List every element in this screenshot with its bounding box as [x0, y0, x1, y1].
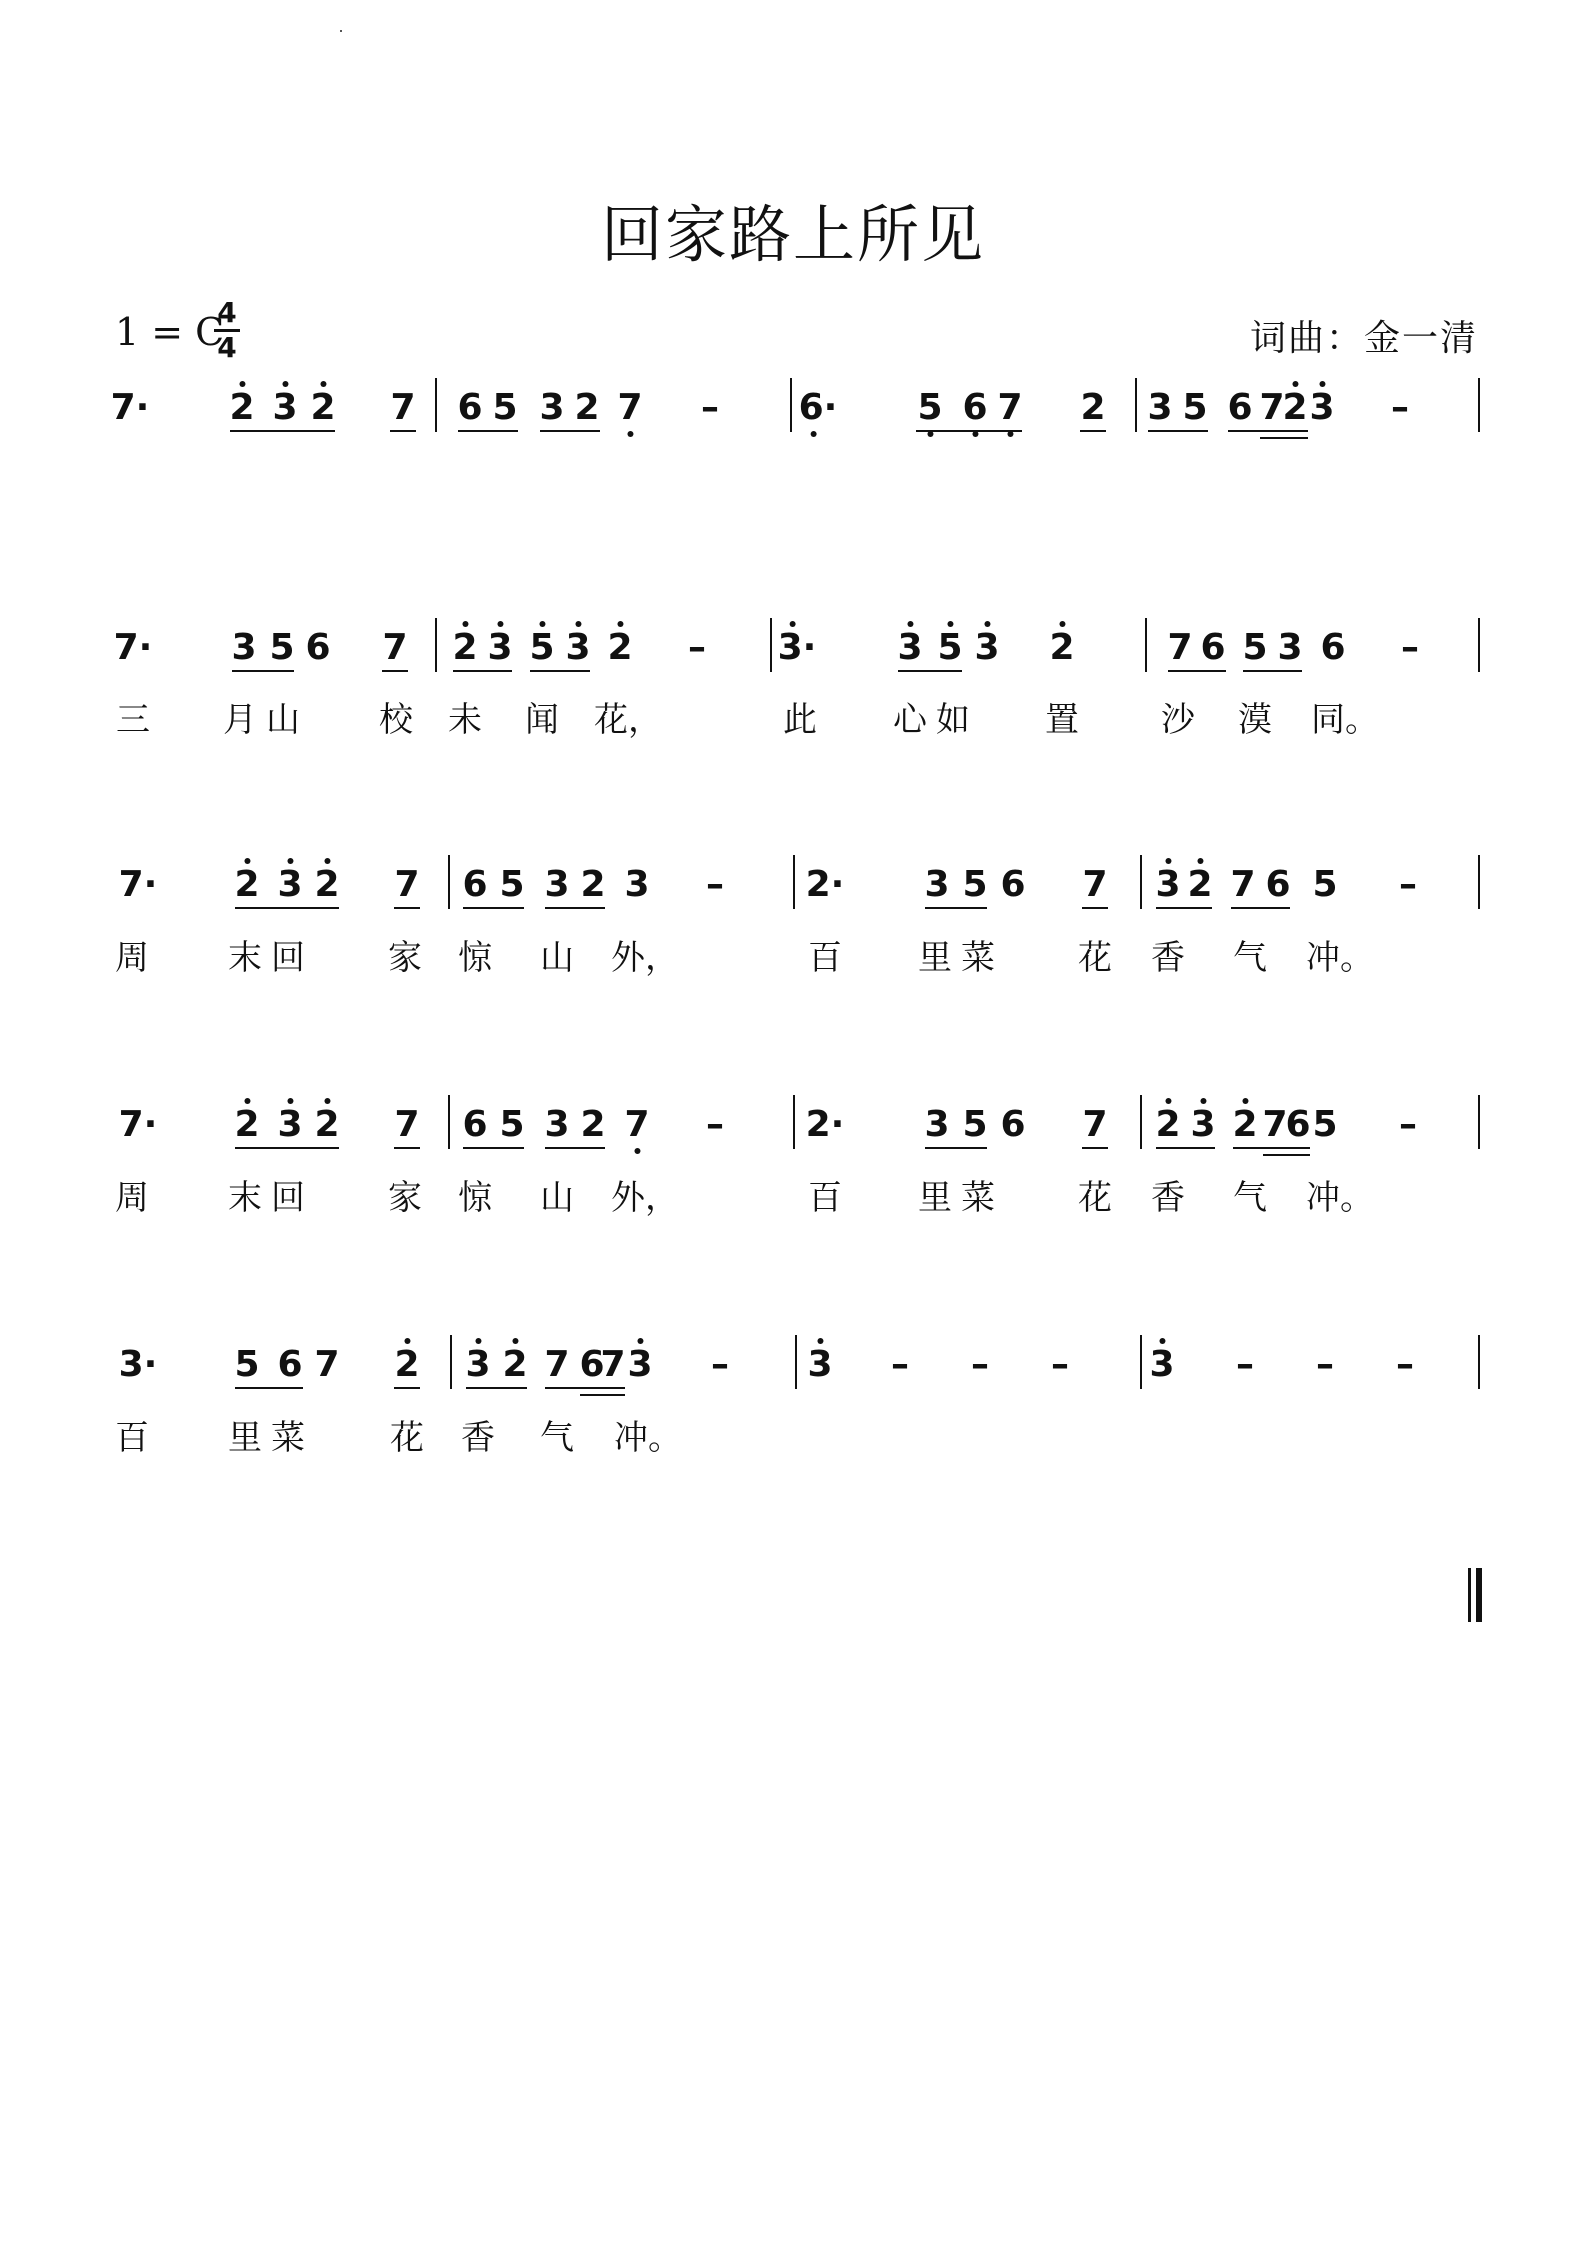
- lyric-char: 惊: [458, 938, 492, 978]
- high-octave-dot: [1292, 381, 1298, 387]
- note-token: 6: [1227, 387, 1253, 428]
- eighth-underline: [382, 670, 408, 672]
- lyric-char: 冲。: [1306, 938, 1374, 978]
- note-token: –: [1051, 1344, 1069, 1385]
- note-token: 5: [499, 1104, 525, 1145]
- song-title: 回家路上所见: [600, 198, 985, 271]
- note-token: –: [1236, 1344, 1254, 1385]
- note-token: 7·: [118, 1104, 158, 1145]
- eighth-underline: [463, 1147, 524, 1149]
- low-octave-dot: [627, 431, 633, 437]
- lyric-char: 闻: [525, 700, 559, 740]
- note-token: 2·: [805, 1104, 845, 1145]
- note-token: 5: [937, 628, 962, 668]
- note-token: 5: [492, 387, 518, 428]
- note-token: –: [1396, 1344, 1414, 1385]
- note-token: –: [706, 1104, 724, 1145]
- eighth-underline: [1148, 430, 1208, 432]
- note-token: 3: [627, 1345, 652, 1385]
- note-token: 2·: [805, 864, 845, 905]
- low-octave-dot: [634, 1148, 640, 1154]
- eighth-underline: [1231, 907, 1290, 909]
- high-octave-dot: [1165, 1098, 1171, 1104]
- barline: [793, 855, 795, 909]
- high-octave-dot: [789, 621, 795, 627]
- note-token: 3: [924, 864, 950, 905]
- note-token: 3: [1155, 865, 1180, 905]
- lyric-char: 山: [540, 938, 574, 978]
- note-token: 6: [579, 1344, 605, 1385]
- lyric-char: 百: [115, 1418, 149, 1458]
- high-octave-dot: [575, 621, 581, 627]
- barline: [435, 378, 437, 432]
- lyric-char: 山: [540, 1178, 574, 1218]
- note-token: 3: [539, 387, 565, 428]
- high-octave-dot: [282, 381, 288, 387]
- eighth-underline: [390, 430, 416, 432]
- final-barline-thin: [1468, 1568, 1471, 1622]
- eighth-underline: [394, 1147, 420, 1149]
- lyric-char: 外，: [611, 1178, 679, 1218]
- eighth-underline: [1080, 430, 1106, 432]
- lyric-char: 月: [223, 700, 257, 740]
- note-token: 5: [1312, 864, 1338, 905]
- barline: [1478, 618, 1480, 672]
- note-token: 3: [272, 388, 297, 428]
- high-octave-dot: [1319, 381, 1325, 387]
- note-token: 2: [229, 388, 254, 428]
- note-token: 2: [452, 628, 477, 668]
- note-token: 3·: [118, 1344, 158, 1385]
- barline: [1478, 378, 1480, 432]
- note-token: 3: [565, 628, 590, 668]
- note-token: 3: [487, 628, 512, 668]
- high-octave-dot: [462, 621, 468, 627]
- high-octave-dot: [817, 1338, 823, 1344]
- lyric-char: 惊: [458, 1178, 492, 1218]
- note-token: 2: [234, 1105, 259, 1145]
- note-token: 2: [1049, 628, 1074, 668]
- note-token: –: [971, 1344, 989, 1385]
- lyric-char: 花: [1078, 938, 1112, 978]
- lyric-char: 里: [228, 1418, 262, 1458]
- barline: [1478, 855, 1480, 909]
- note-token: 3: [277, 865, 302, 905]
- note-token: 5: [1312, 1104, 1338, 1145]
- note-token: –: [1391, 387, 1409, 428]
- note-token: 7: [544, 1344, 570, 1385]
- high-octave-dot: [1165, 858, 1171, 864]
- note-token: 2: [607, 628, 632, 668]
- note-token: 7·: [113, 627, 153, 668]
- note-token: 3: [544, 1104, 570, 1145]
- high-octave-dot: [617, 621, 623, 627]
- lyric-char: 心: [893, 700, 927, 740]
- barline: [1140, 1335, 1142, 1389]
- high-octave-dot: [324, 858, 330, 864]
- high-octave-dot: [947, 621, 953, 627]
- lyric-char: 置: [1045, 700, 1079, 740]
- lyric-char: 气: [540, 1418, 574, 1458]
- high-octave-dot: [539, 621, 545, 627]
- high-octave-dot: [287, 1098, 293, 1104]
- note-token: 3: [1149, 1345, 1174, 1385]
- eighth-underline: [232, 670, 294, 672]
- note-token: 6: [1285, 1104, 1311, 1145]
- eighth-underline: [530, 670, 590, 672]
- barline: [770, 618, 772, 672]
- note-token: 3: [624, 864, 650, 905]
- note-token: 6: [277, 1344, 303, 1385]
- barline: [450, 1335, 452, 1389]
- lyric-char: 气: [1233, 938, 1267, 978]
- high-octave-dot: [1200, 1098, 1206, 1104]
- eighth-underline: [1156, 907, 1212, 909]
- barline: [1478, 1335, 1480, 1389]
- barline: [1140, 855, 1142, 909]
- eighth-underline: [453, 670, 512, 672]
- note-token: 2: [580, 1104, 606, 1145]
- barline: [1140, 1095, 1142, 1149]
- note-token: 5: [269, 627, 295, 668]
- note-token: –: [891, 1344, 909, 1385]
- note-token: 6: [1200, 627, 1226, 668]
- note-token: –: [701, 387, 719, 428]
- note-token: 5: [962, 1104, 988, 1145]
- eighth-underline: [916, 430, 1022, 432]
- sixteenth-underline: [1263, 1154, 1310, 1156]
- note-token: 2: [1282, 388, 1307, 428]
- barline: [448, 1095, 450, 1149]
- note-token: 6: [1265, 864, 1291, 905]
- note-token: 2: [574, 387, 600, 428]
- key-label: 1 = C: [115, 310, 225, 354]
- note-token: 6: [305, 627, 331, 668]
- note-token: 6: [962, 388, 987, 428]
- lyric-char: 菜: [961, 938, 995, 978]
- low-octave-dot: [810, 431, 816, 437]
- note-token: –: [711, 1344, 729, 1385]
- high-octave-dot: [244, 858, 250, 864]
- note-token: –: [1401, 627, 1419, 668]
- credit: 词曲：金一清: [1249, 318, 1478, 359]
- lyric-char: 家: [388, 938, 422, 978]
- eighth-underline: [898, 670, 962, 672]
- lyric-char: 末: [228, 938, 262, 978]
- high-octave-dot: [320, 381, 326, 387]
- barline: [790, 378, 792, 432]
- eighth-underline: [1156, 1147, 1215, 1149]
- note-token: 7: [1082, 864, 1108, 905]
- note-token: 7: [1262, 1104, 1288, 1145]
- eighth-underline: [235, 1387, 303, 1389]
- lyric-char: 外，: [611, 938, 679, 978]
- high-octave-dot: [637, 1338, 643, 1344]
- note-token: 2: [314, 1105, 339, 1145]
- lyric-char: 香: [1151, 1178, 1185, 1218]
- lyric-char: 百: [808, 938, 842, 978]
- eighth-underline: [463, 907, 524, 909]
- high-octave-dot: [475, 1338, 481, 1344]
- high-octave-dot: [984, 621, 990, 627]
- eighth-underline: [235, 907, 339, 909]
- note-token: 2: [1155, 1105, 1180, 1145]
- eighth-underline: [458, 430, 518, 432]
- note-token: 3: [277, 1105, 302, 1145]
- eighth-underline: [230, 430, 335, 432]
- note-token: 3: [544, 864, 570, 905]
- high-octave-dot: [287, 858, 293, 864]
- note-token: 2: [314, 865, 339, 905]
- lyric-char: 漠: [1238, 700, 1272, 740]
- barline: [1135, 378, 1137, 432]
- lyric-char: 香: [461, 1418, 495, 1458]
- high-octave-dot: [404, 1338, 410, 1344]
- lyric-char: 里: [918, 938, 952, 978]
- note-token: 5: [962, 864, 988, 905]
- high-octave-dot: [497, 621, 503, 627]
- note-token: 7: [394, 1104, 420, 1145]
- note-token: 6: [457, 387, 483, 428]
- eighth-underline: [1168, 670, 1226, 672]
- note-token: 7: [624, 1105, 649, 1145]
- note-token: 2: [1232, 1105, 1257, 1145]
- lyric-char: 三: [116, 700, 150, 740]
- eighth-underline: [1228, 430, 1308, 432]
- barline: [448, 855, 450, 909]
- note-token: 5: [1242, 627, 1268, 668]
- note-token: 6: [1320, 627, 1346, 668]
- note-token: 3: [1190, 1105, 1215, 1145]
- note-token: 3: [465, 1345, 490, 1385]
- eighth-underline: [1082, 907, 1108, 909]
- note-token: 7: [1259, 387, 1285, 428]
- note-token: 3: [974, 628, 999, 668]
- note-token: 2: [1187, 865, 1212, 905]
- time-signature-top: 4: [217, 296, 237, 329]
- time-signature-bottom: 4: [217, 331, 237, 364]
- lyric-char: 未: [448, 700, 482, 740]
- lyric-char: 家: [388, 1178, 422, 1218]
- note-token: 7: [1082, 1104, 1108, 1145]
- note-token: 5: [234, 1344, 260, 1385]
- sixteenth-underline: [580, 1394, 625, 1396]
- lyric-char: 百: [808, 1178, 842, 1218]
- note-token: 7: [997, 388, 1022, 428]
- lyric-char: 菜: [961, 1178, 995, 1218]
- lyric-char: 校: [379, 700, 413, 740]
- note-token: 7: [382, 627, 408, 668]
- note-token: 2: [502, 1345, 527, 1385]
- lyric-char: 冲。: [614, 1418, 682, 1458]
- note-token: 3: [1147, 387, 1173, 428]
- lyric-char: 沙: [1161, 700, 1195, 740]
- lyric-char: 花，: [594, 700, 662, 740]
- note-token: 7: [617, 388, 642, 428]
- note-token: 5: [1182, 387, 1208, 428]
- note-token: 7: [394, 864, 420, 905]
- key-signature: [115, 310, 224, 354]
- barline: [793, 1095, 795, 1149]
- lyric-char: 此: [783, 700, 817, 740]
- eighth-underline: [466, 1387, 527, 1389]
- note-token: 6: [1000, 1104, 1026, 1145]
- note-token: 2: [1080, 387, 1106, 428]
- note-token: 2: [580, 864, 606, 905]
- eighth-underline: [394, 1387, 420, 1389]
- note-token: 3: [924, 1104, 950, 1145]
- note-token: –: [1316, 1344, 1334, 1385]
- sixteenth-underline: [1260, 437, 1308, 439]
- lyric-char: 同。: [1311, 700, 1379, 740]
- note-token: 5: [499, 864, 525, 905]
- lyric-char: 周: [115, 938, 149, 978]
- note-token: –: [688, 627, 706, 668]
- note-token: 2: [394, 1345, 419, 1385]
- note-token: 3: [231, 627, 257, 668]
- note-token: 5: [529, 628, 554, 668]
- note-token: 7: [390, 387, 416, 428]
- eighth-underline: [1082, 1147, 1108, 1149]
- high-octave-dot: [512, 1338, 518, 1344]
- high-octave-dot: [244, 1098, 250, 1104]
- note-token: 6: [462, 864, 488, 905]
- lyric-char: 冲。: [1306, 1178, 1374, 1218]
- note-token: –: [1399, 864, 1417, 905]
- high-octave-dot: [1197, 858, 1203, 864]
- high-octave-dot: [239, 381, 245, 387]
- high-octave-dot: [324, 1098, 330, 1104]
- lyric-char: 如: [936, 700, 970, 740]
- note-token: 5: [917, 388, 942, 428]
- eighth-underline: [545, 907, 605, 909]
- lyric-char: 气: [1233, 1178, 1267, 1218]
- high-octave-dot: [1059, 621, 1065, 627]
- lyric-char: 周: [115, 1178, 149, 1218]
- eighth-underline: [925, 1147, 987, 1149]
- note-token: 3·: [778, 628, 817, 668]
- eighth-underline: [545, 1147, 605, 1149]
- barline: [1145, 618, 1147, 672]
- final-barline-thick: [1476, 1568, 1482, 1622]
- note-token: 6: [462, 1104, 488, 1145]
- note-token: 7: [1167, 627, 1193, 668]
- eighth-underline: [235, 1147, 339, 1149]
- high-octave-dot: [907, 621, 913, 627]
- note-token: 2: [310, 388, 335, 428]
- eighth-underline: [925, 907, 987, 909]
- lyric-char: 山: [266, 700, 300, 740]
- eighth-underline: [394, 907, 420, 909]
- high-octave-dot: [1242, 1098, 1248, 1104]
- note-token: 7: [314, 1344, 340, 1385]
- lyric-char: 末: [228, 1178, 262, 1218]
- note-token: –: [706, 864, 724, 905]
- note-token: 7: [600, 1344, 626, 1385]
- note-token: –: [1399, 1104, 1417, 1145]
- eighth-underline: [1243, 670, 1302, 672]
- note-token: 6: [1000, 864, 1026, 905]
- note-token: 6·: [799, 388, 838, 428]
- note-token: 2: [234, 865, 259, 905]
- lyric-char: 花: [1078, 1178, 1112, 1218]
- eighth-underline: [1233, 1147, 1310, 1149]
- time-signature: [214, 298, 240, 363]
- lyric-char: 香: [1151, 938, 1185, 978]
- speck: [340, 30, 342, 32]
- lyric-char: 回: [271, 938, 305, 978]
- barline: [1478, 1095, 1480, 1149]
- note-token: 3: [1309, 388, 1334, 428]
- lyric-char: 菜: [271, 1418, 305, 1458]
- eighth-underline: [540, 430, 600, 432]
- eighth-underline: [545, 1387, 625, 1389]
- barline: [435, 618, 437, 672]
- note-token: 7·: [110, 387, 150, 428]
- note-token: 3: [1277, 627, 1303, 668]
- lyric-char: 里: [918, 1178, 952, 1218]
- barline: [795, 1335, 797, 1389]
- note-token: 7: [1230, 864, 1256, 905]
- lyric-char: 回: [271, 1178, 305, 1218]
- note-token: 7·: [118, 864, 158, 905]
- lyric-char: 花: [390, 1418, 424, 1458]
- high-octave-dot: [1159, 1338, 1165, 1344]
- note-token: 3: [897, 628, 922, 668]
- note-token: 3: [807, 1345, 832, 1385]
